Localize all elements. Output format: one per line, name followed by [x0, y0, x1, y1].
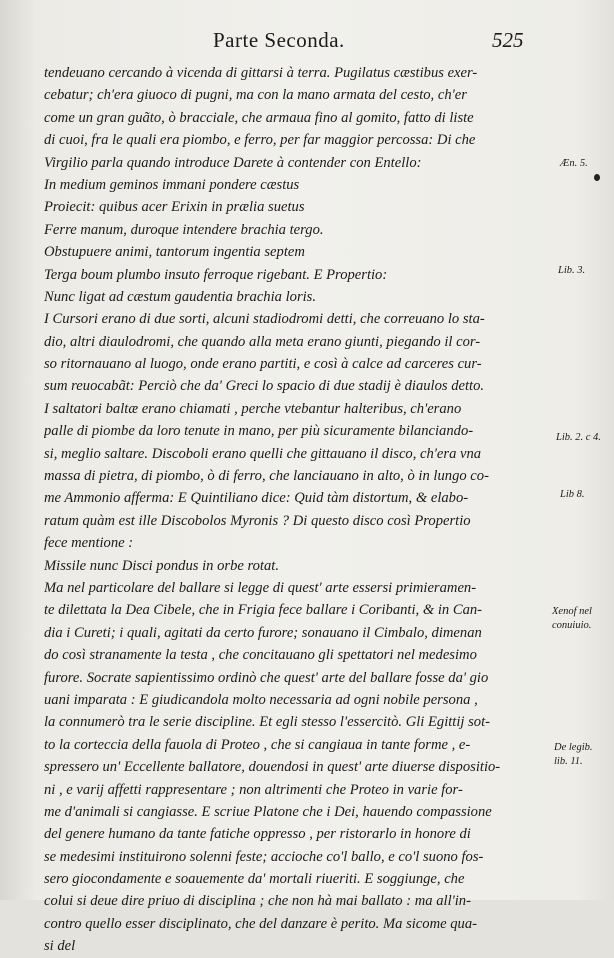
text-line: si, meglio saltare. Discoboli erano quelli che gittauano il disco, ch'era vna	[44, 445, 482, 462]
margin-note-lib2: Lib. 2. c 4.	[556, 432, 601, 443]
ink-blot	[594, 174, 600, 181]
text-line: dia i Cureti; i quali, agitati da certo furore; sonauano il Cimbalo, dimenan	[44, 624, 482, 641]
text-line: Terga boum plumbo insuto ferroque rigebant. E Propertio:	[44, 266, 388, 283]
margin-note-lib3: Lib. 3.	[558, 265, 586, 276]
text-line: to la corteccia della fauola di Proteo , che si cangiaua in tante forme , e-	[44, 736, 471, 753]
text-line: In medium geminos immani pondere cæstus	[44, 176, 300, 193]
text-line: Virgilio parla quando introduce Darete à contender con Entello:	[44, 154, 422, 171]
page-number: 525	[492, 28, 524, 52]
margin-note-delegib-line2: lib. 11.	[554, 756, 583, 767]
text-line: uani imparata : E giudicandola molto necessaria ad ogni nobile persona ,	[44, 691, 478, 708]
margin-note-aen: Æn. 5.	[560, 158, 588, 169]
text-line: me d'animali si cangiasse. E scriue Platone che i Dei, hauendo compassione	[44, 803, 492, 820]
text-line: palle di piombe da loro tenute in mano, per più sicuramente bilanciando-	[44, 423, 474, 440]
text-line: colui si deue dire priuo di disciplina ; che non hà mai ballato : ma all'in-	[44, 893, 471, 910]
text-line: sero giocondamente e soauemente da' mortali riueriti. E soggiunge, che	[44, 871, 465, 888]
text-line: come un gran guãto, ò bracciale, che armaua fino al gomito, fatto di liste	[44, 109, 474, 126]
text-line: spressero un' Eccellente ballatore, douendosi in quest' arte diuerse dispositio-	[44, 759, 501, 776]
text-line: Proiecit: quibus acer Erixin in prælia suetus	[44, 199, 305, 216]
margin-note-delegib-line1: De legib.	[554, 742, 593, 753]
text-line: so ritornauano al luogo, onde erano partiti, e così à calce ad carceres cur-	[44, 356, 482, 373]
text-line: contro quello esser disciplinato, che del danzare è perito. Ma sicome qua-	[44, 915, 478, 932]
text-line: do così stranamente la testa , che concitauano gli spettatori nel medesimo	[44, 647, 477, 664]
text-line: Obstupuere animi, tantorum ingentia septem	[44, 244, 305, 261]
text-line: tendeuano cercando à vicenda di gittarsi à terra. Pugilatus cæstibus exer-	[44, 65, 478, 81]
margin-note-lib8: Lib 8.	[560, 489, 585, 500]
text-line: Ma nel particolare del ballare si legge di quest' arte essersi primieramen-	[44, 579, 477, 596]
text-line: massa di pietra, di piombo, ò di ferro, che lanciauano in alto, ò in lungo co-	[44, 468, 489, 485]
text-line: te dilettata la Dea Cibele, che in Frigia fece ballare i Coribanti, & in Can-	[44, 602, 483, 619]
text-line: Missile nunc Disci pondus in orbe rotat.	[44, 557, 279, 574]
text-line: dio, altri diaulodromi, che quando alla meta erano giunti, piegando il cor-	[44, 333, 481, 350]
text-line: la connumerò tra le serie discipline. Et egli stesso l'essercitò. Gli Egittij sot-	[44, 714, 491, 731]
text-line: me Ammonio afferma: E Quintiliano dice: Quid tàm distortum, & elabo-	[44, 490, 469, 507]
text-line: ni , e varij affetti rappresentare ; non altrimenti che Proteo in varie for-	[44, 781, 463, 798]
margin-note-xenof-line2: conuiuio.	[552, 620, 592, 631]
text-line: sum reuocabãt: Perciò che da' Greci lo spacio di due stadij è diaulos detto.	[44, 378, 485, 395]
text-line: furore. Socrate sapientissimo ordinò che quest' arte del ballare fosse da' gio	[44, 669, 489, 686]
text-line: fece mentione :	[44, 535, 134, 552]
text-line: di cuoi, fra le quali era piombo, e ferro, per far maggior percossa: Di che	[44, 132, 476, 149]
text-line: cebatur; ch'era giuoco di pugni, ma con la mano armata del cesto, ch'er	[44, 87, 467, 104]
text-line: Ferre manum, duroque intendere brachia tergo.	[44, 221, 324, 238]
text-line: del genere humano da tante fatiche oppresso , per ristorarlo in honore di	[44, 826, 471, 843]
text-line: I Cursori erano di due sorti, alcuni stadiodromi detti, che correuano lo sta-	[44, 311, 485, 328]
text-line: I saltatori baltæ erano chiamati , perche vtebantur halteribus, ch'erano	[44, 400, 462, 417]
running-title: Parte Seconda.	[213, 28, 345, 52]
text-line: si del	[44, 938, 76, 955]
text-line: ratum quàm est ille Discobolos Myronis ? Di questo disco così Propertio	[44, 512, 471, 529]
margin-note-xenof-line1: Xenof nel	[552, 606, 592, 617]
text-line: Nunc ligat ad cæstum gaudentia brachia loris.	[44, 288, 317, 305]
text-line: se medesimi instituirono solenni feste; accioche co'l ballo, e co'l suono fos-	[44, 848, 484, 865]
